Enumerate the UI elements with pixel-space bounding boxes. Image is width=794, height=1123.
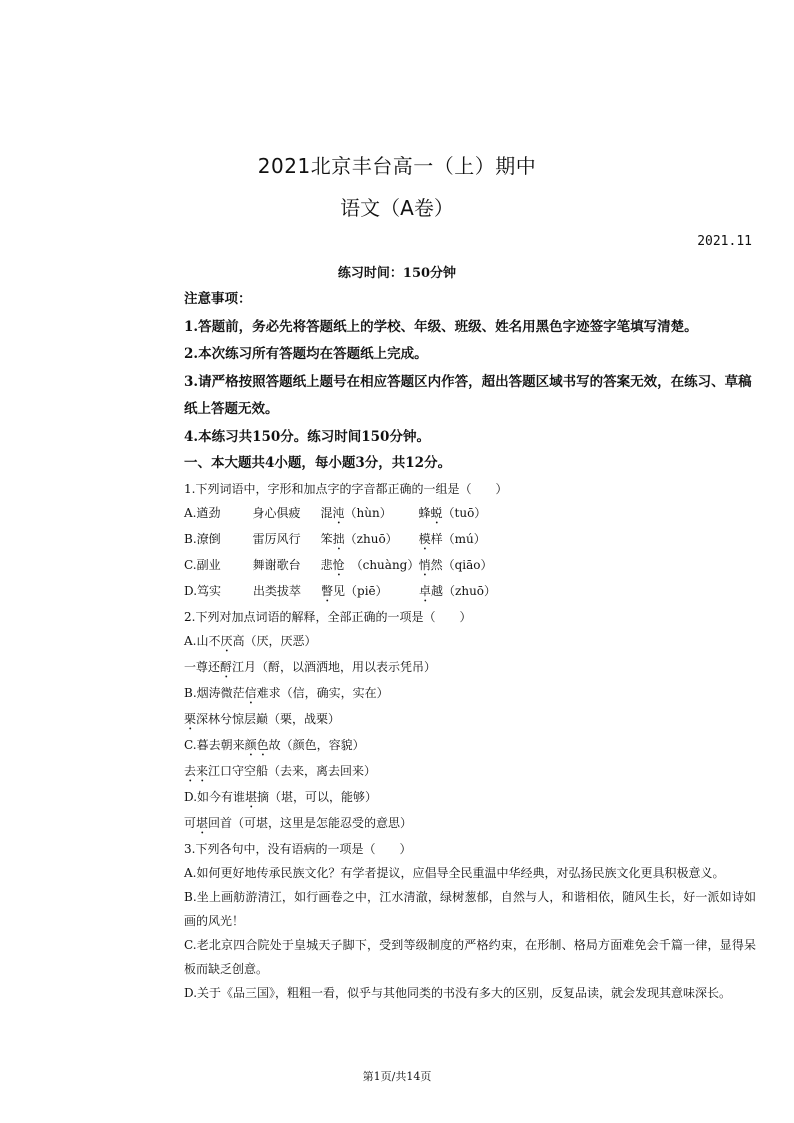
question-1-option-c — [184, 553, 756, 579]
line-part: 深林兮惊层巅（栗，战栗） — [196, 712, 341, 726]
option-word — [418, 501, 486, 527]
dotted-char: 模 — [418, 532, 431, 546]
dotted-word: 堪 — [245, 790, 258, 804]
exam-duration: 练习时间：150分钟 — [337, 266, 457, 281]
dotted-word: 堪 — [196, 816, 209, 830]
question-2-line — [184, 759, 756, 785]
line-part: 高（厌，厌恶） — [232, 634, 317, 648]
option-word: 雷厉风行 — [252, 532, 301, 546]
dotted-char: 沌 — [332, 506, 345, 520]
question-1-option-b — [184, 527, 756, 553]
word-part: 样（mú） — [430, 532, 486, 546]
option-word — [321, 527, 419, 553]
line-part: 回首（可堪，这里是怎能忍受的意思） — [208, 816, 413, 830]
question-2-line — [184, 811, 756, 837]
question-2-stem: 2.下列对加点词语的解释，全部正确的一项是（ ） — [184, 610, 472, 624]
option-word — [419, 553, 493, 579]
dotted-char: 卓 — [419, 584, 432, 598]
question-3-option-c: C.老北京四合院处于皇城天子脚下，受到等级制度的严格约束，在形制、格局方面难免会千篇一律，显得呆板而缺乏创意。 — [184, 938, 756, 976]
dotted-word: 厌 — [220, 634, 233, 648]
option-word — [320, 501, 418, 527]
line-part: 一尊还 — [184, 660, 221, 674]
dotted-char: 瞥 — [321, 584, 334, 598]
question-3-option-b: B.坐上画舫游清江，如行画卷之中，江水清澈，绿树葱郁，自然与人，和谐相依，随风生长，好一派如诗如画的风光！ — [184, 890, 756, 928]
question-2-line — [184, 707, 756, 733]
dotted-word: 栗 — [184, 712, 197, 726]
question-2-line — [184, 785, 756, 811]
option-word: 笃实 — [197, 584, 222, 598]
line-part: 江月（酹，以酒洒地，用以表示凭吊） — [232, 660, 437, 674]
dotted-word: 酹 — [220, 660, 233, 674]
question-3-option-a: A.如何更好地传承民族文化？有学者提议，应倡导全民重温中华经典，对弘扬民族文化更具积极意义。 — [184, 866, 725, 880]
page-number: 第1页/共14页 — [362, 1070, 432, 1083]
option-label: D. — [184, 584, 198, 598]
question-2-line — [184, 655, 756, 681]
notice-item: 3.请严格按照答题纸上题号在相应答题区内作答，超出答题区域书写的答案无效，在练习、草稿纸上答题无效。 — [184, 373, 752, 417]
line-part: 江口守空船（去来，离去回来） — [208, 764, 377, 778]
question-1-option-d — [184, 579, 756, 605]
question-1-option-a — [184, 501, 756, 527]
word-part: （tuō） — [442, 506, 487, 520]
option-word: 潦倒 — [196, 532, 221, 546]
document-title: 2021北京丰台高一（上）期中 — [257, 154, 537, 178]
option-word — [419, 527, 486, 553]
notice-heading: 注意事项： — [184, 291, 252, 307]
word-part: 蜂 — [418, 506, 431, 520]
option-word — [419, 579, 496, 605]
option-word: 副业 — [196, 558, 221, 572]
word-part: 混 — [320, 506, 333, 520]
question-3-stem: 3.下列各句中，没有语病的一项是（ ） — [184, 842, 412, 856]
word-part: （zhuō） — [344, 532, 398, 546]
line-part: 摘（堪，可以，能够） — [257, 790, 378, 804]
line-part: 可 — [184, 816, 197, 830]
dotted-word: 去来 — [184, 764, 209, 778]
question-2-line — [184, 733, 756, 759]
question-2-line — [184, 629, 756, 655]
word-part: 见（piē） — [333, 584, 388, 598]
dotted-char: 悄 — [418, 558, 431, 572]
question-3-option-d: D.关于《品三国》，粗粗一看，似乎与其他同类的书没有多大的区别，反复品读，就会发现其意味深长。 — [184, 986, 732, 1000]
word-part: 然（qiāo） — [430, 558, 493, 572]
line-part: 故（颜色，容貌） — [268, 738, 365, 752]
dotted-char: 拙 — [332, 532, 345, 546]
option-label: A. — [184, 506, 197, 520]
section-heading: 一、本大题共4小题，每小题3分，共12分。 — [184, 455, 452, 471]
option-word — [321, 579, 419, 605]
notice-item: 1.答题前，务必先将答题纸上的学校、年级、班级、姓名用黑色字迹签字笔填写清楚。 — [184, 318, 698, 335]
line-part: A.山不 — [184, 634, 221, 648]
word-part: （chuàng） — [344, 558, 420, 572]
notice-item: 2.本次练习所有答题均在答题纸上完成。 — [184, 346, 428, 362]
dotted-word: 信 — [244, 686, 257, 700]
document-subtitle: 语文（A卷） — [340, 196, 454, 220]
notice-block — [184, 286, 754, 451]
notice-item: 4.本练习共150分。练习时间150分钟。 — [184, 428, 430, 445]
dotted-char: 蜕 — [430, 506, 443, 520]
line-part: D.如今有谁 — [184, 790, 246, 804]
word-part: （hùn） — [344, 506, 392, 520]
question-body — [184, 477, 756, 1005]
question-2-line — [184, 681, 756, 707]
option-label: B. — [184, 532, 197, 546]
option-word — [321, 553, 419, 579]
exam-date: 2021.11 — [697, 234, 752, 249]
word-part: 笨 — [320, 532, 333, 546]
option-word: 出类拔萃 — [253, 584, 302, 598]
option-word: 身心俱疲 — [252, 506, 301, 520]
option-word: 遒劲 — [196, 506, 221, 520]
line-part: B.烟涛微茫 — [184, 686, 245, 700]
option-label: C. — [184, 558, 197, 572]
line-part: C.暮去朝来 — [184, 738, 245, 752]
word-part: 悲 — [320, 558, 333, 572]
word-part: 越（zhuō） — [431, 584, 497, 598]
dotted-char: 怆 — [332, 558, 345, 572]
option-word: 舞谢歌台 — [252, 558, 301, 572]
line-part: 难求（信，确实，实在） — [256, 686, 389, 700]
dotted-word: 颜色 — [244, 738, 269, 752]
question-1-stem: 1.下列词语中，字形和加点字的字音都正确的一组是（ ） — [184, 482, 508, 496]
